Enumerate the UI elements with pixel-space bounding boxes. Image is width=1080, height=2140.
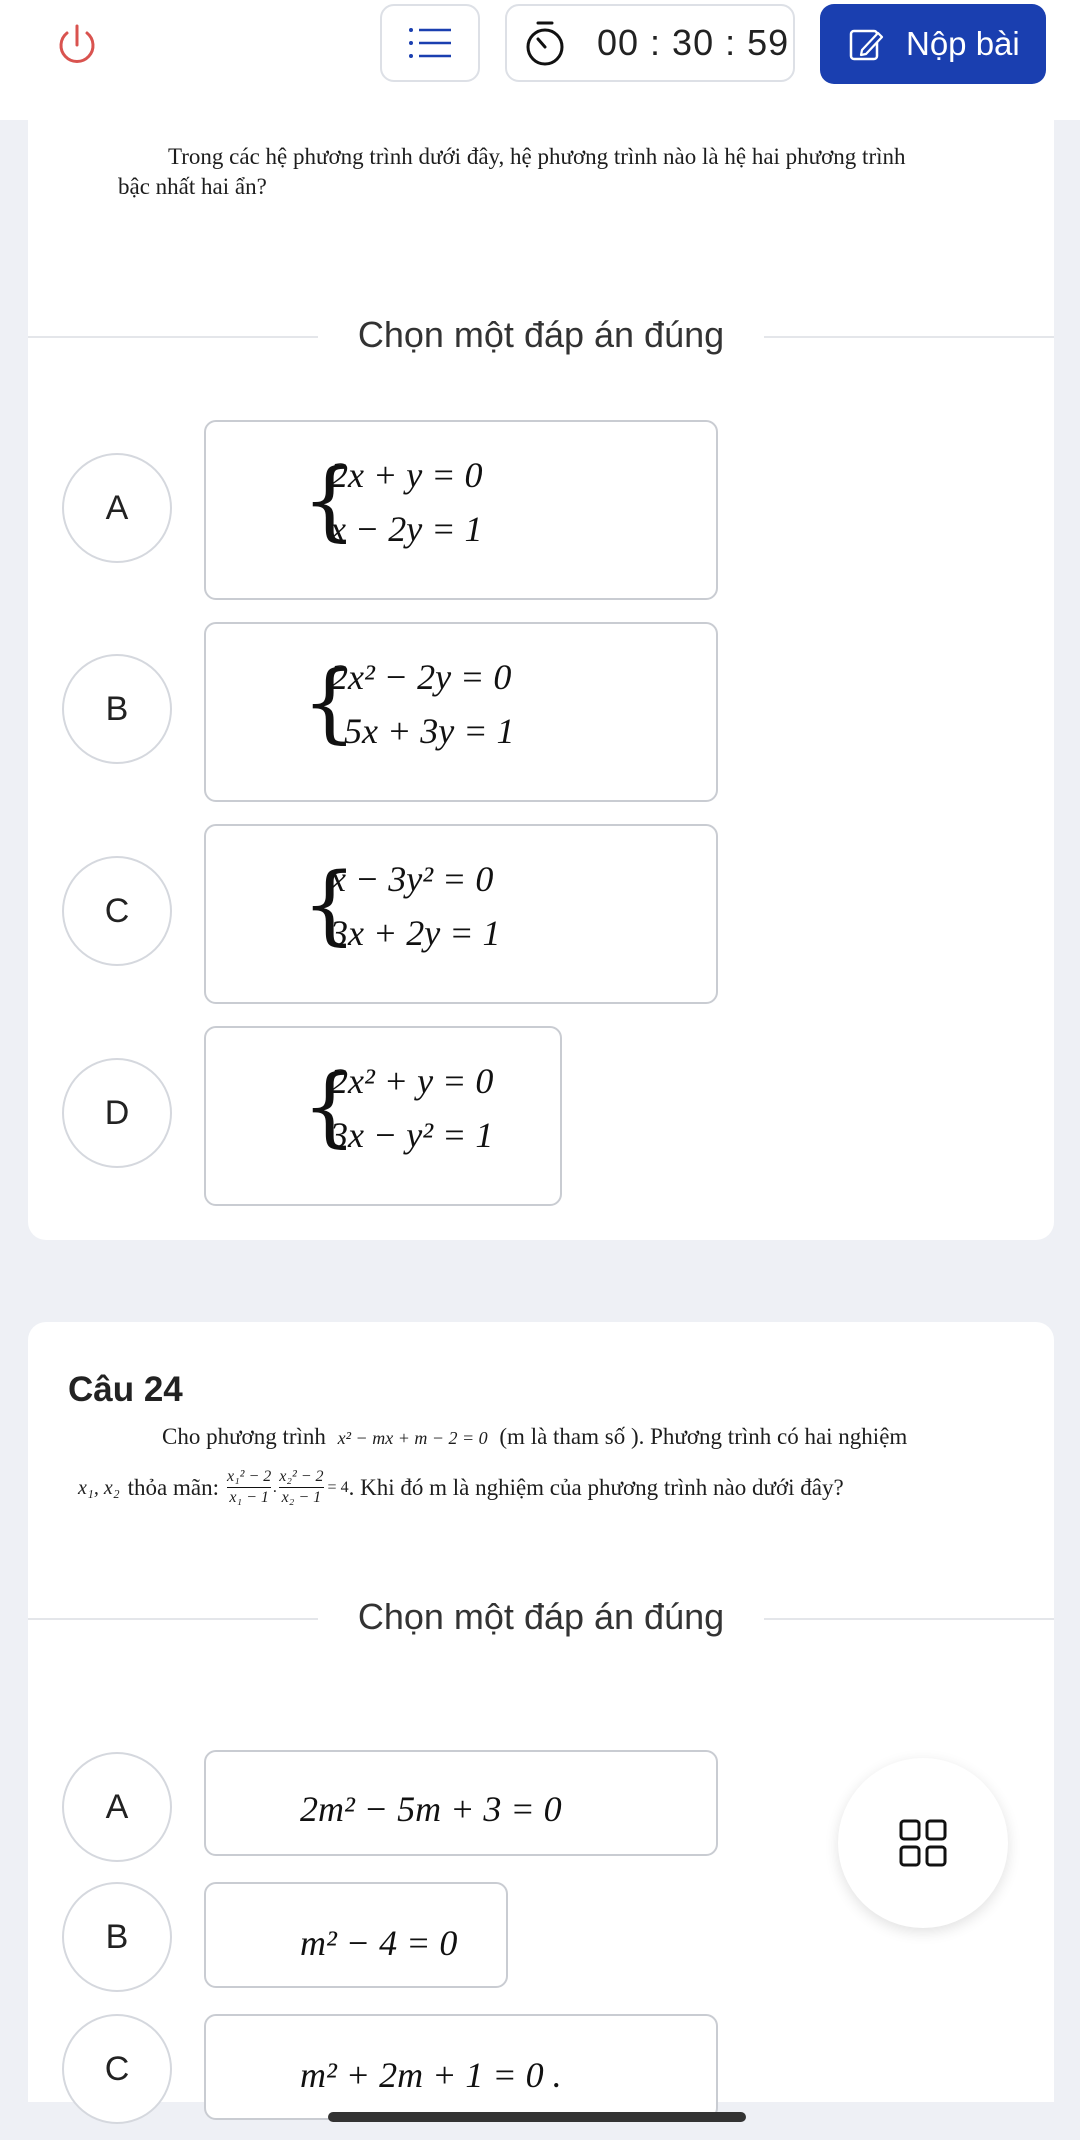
- option-a[interactable]: [204, 420, 718, 600]
- grid-icon: [898, 1818, 948, 1868]
- option-b-expr: m² − 4 = 0: [300, 1923, 458, 1963]
- choose-answer-label: Chọn một đáp án đúng: [28, 1596, 1054, 1638]
- option-a-expr: 2m² − 5m + 3 = 0: [300, 1789, 562, 1829]
- option-b[interactable]: [204, 1882, 508, 1988]
- option-c[interactable]: [204, 824, 718, 1004]
- option-a-letter[interactable]: A: [62, 1752, 172, 1862]
- condition-expression: x₁² − 2 x₁ − 1 . $\frac{\text{x₂² − 2}}{\text{x₂ − 1}}$ = 4: [227, 1468, 349, 1506]
- question-line: Trong các hệ phương trình dưới đây, hệ phương trình nào là hệ hai phương trình: [168, 144, 906, 169]
- home-indicator[interactable]: [328, 2112, 746, 2122]
- option-d-line1: 2x² + y = 0: [330, 1061, 494, 1101]
- option-b-letter[interactable]: B: [62, 654, 172, 764]
- choose-answer-label: Chọn một đáp án đúng: [28, 314, 1054, 356]
- option-b[interactable]: [204, 622, 718, 802]
- submit-label: Nộp bài: [906, 25, 1020, 62]
- option-b-line1: 2x² − 2y = 0: [330, 657, 512, 697]
- brace: {: [302, 653, 357, 753]
- option-c-line2: 3x + 2y = 1: [330, 913, 501, 953]
- submit-button[interactable]: [820, 4, 1046, 84]
- equation: x² − mx + m − 2 = 0: [337, 1428, 488, 1448]
- option-a-letter[interactable]: A: [62, 453, 172, 563]
- option-c-expr: m² + 2m + 1 = 0 .: [300, 2055, 562, 2095]
- question-line: bậc nhất hai ẩn?: [118, 174, 267, 199]
- option-d-line2: 3x − y² = 1: [330, 1115, 494, 1155]
- option-c-letter[interactable]: C: [62, 2014, 172, 2124]
- option-b-letter[interactable]: B: [62, 1882, 172, 1992]
- stopwatch-icon: [523, 19, 567, 67]
- option-d-letter[interactable]: D: [62, 1058, 172, 1168]
- brace: {: [302, 451, 357, 551]
- option-a-line1: 2x + y = 0: [330, 455, 483, 495]
- option-c[interactable]: [204, 2014, 718, 2120]
- countdown-timer: [505, 4, 795, 82]
- question-fragment: (m là tham số ). Phương trình có hai nghiệm: [499, 1424, 908, 1449]
- top-bar: [0, 0, 1080, 120]
- question-fragment: Cho phương trình: [162, 1424, 326, 1449]
- option-c-line1: x − 3y² = 0: [330, 859, 494, 899]
- roots: x₁, x₂: [78, 1476, 120, 1499]
- power-icon[interactable]: [50, 18, 104, 72]
- brace: {: [302, 855, 357, 955]
- option-a-line2: x − 2y = 1: [330, 509, 483, 549]
- question-text: [78, 1422, 1028, 1508]
- question-text: [118, 142, 1038, 202]
- option-b-line2: 5x + 3y = 1: [344, 711, 515, 751]
- question-list-button[interactable]: [380, 4, 480, 82]
- question-card-23: [28, 118, 1054, 1240]
- timer-text: 00 : 30 : 59: [597, 22, 790, 63]
- question-fragment: . Khi đó m là nghiệm của phương trình nào dưới đây?: [348, 1474, 844, 1500]
- option-c-letter[interactable]: C: [62, 856, 172, 966]
- option-d[interactable]: [204, 1026, 562, 1206]
- question-title: Câu 24: [68, 1370, 183, 1409]
- option-a[interactable]: [204, 1750, 718, 1856]
- question-card-24: [28, 1322, 1054, 2102]
- question-grid-button[interactable]: [838, 1758, 1008, 1928]
- brace: {: [302, 1057, 357, 1157]
- edit-icon: [848, 26, 884, 62]
- question-fragment: thỏa mãn:: [127, 1474, 220, 1500]
- list-icon: [407, 25, 453, 61]
